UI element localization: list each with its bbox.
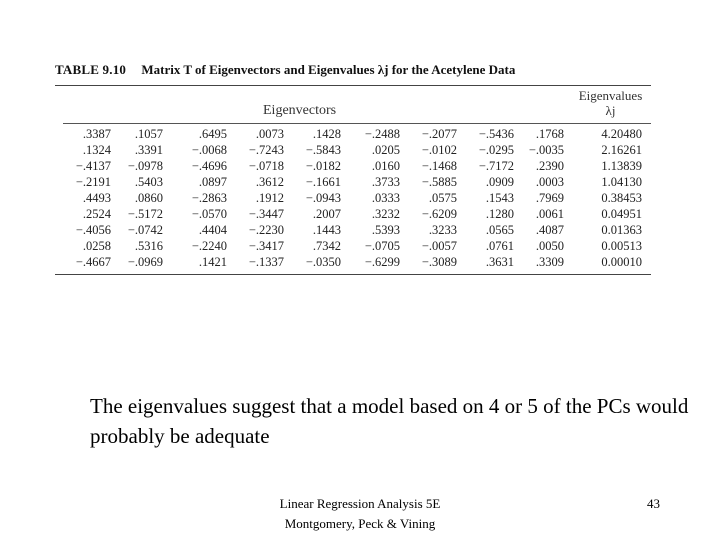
eigenvector-cell: .1324	[82, 143, 111, 157]
eigenvector-cell: −.6299	[364, 255, 400, 269]
eigenvector-cell: −.0350	[305, 255, 341, 269]
footer-authors: Montgomery, Peck & Vining	[284, 516, 436, 531]
eigenvector-cell: .4404	[198, 223, 227, 237]
eigenvector-cell: .1421	[198, 255, 227, 269]
table-row	[55, 254, 651, 270]
eigenvector-cell: −.0742	[127, 223, 163, 237]
table-row	[55, 222, 651, 238]
eigenvalue-cell: 0.01363	[601, 223, 642, 237]
eigenvector-cell: .3733	[371, 175, 400, 189]
eigenvector-cell: −.0570	[191, 207, 227, 221]
table-row	[55, 238, 651, 254]
eigenvector-cell: −.4056	[75, 223, 111, 237]
eigenvector-cell: −.0969	[127, 255, 163, 269]
eigenvector-cell: −.5843	[305, 143, 341, 157]
eigenvector-cell: −.2191	[75, 175, 111, 189]
eigenvector-cell: .0897	[198, 175, 227, 189]
eigenvector-cell: .4087	[535, 223, 564, 237]
eigenvector-cell: .1443	[312, 223, 341, 237]
eigenvector-cell: −.1468	[421, 159, 457, 173]
eigenvector-cell: .3631	[485, 255, 514, 269]
eigenvector-cell: .1768	[535, 127, 564, 141]
page-number: 43	[647, 496, 660, 511]
eigenvector-cell: −.4137	[75, 159, 111, 173]
eigenvector-cell: .3233	[428, 223, 457, 237]
eigenvalue-cell: 0.38453	[601, 191, 642, 205]
eigenvector-cell: .3387	[82, 127, 111, 141]
eigenvector-cell: −.1337	[248, 255, 284, 269]
eigenvalue-cell: 1.04130	[601, 175, 642, 189]
eigenvector-cell: −.0705	[364, 239, 400, 253]
header-eigenvalues: Eigenvalues	[578, 88, 643, 103]
table-bottom-rule	[55, 274, 651, 275]
eigenvector-cell: .3391	[134, 143, 163, 157]
eigenvector-cell: −.5885	[421, 175, 457, 189]
eigenvector-cell: .0575	[428, 191, 457, 205]
eigenvector-cell: −.0943	[305, 191, 341, 205]
eigen-table-body	[55, 126, 651, 270]
eigenvector-cell: −.4667	[75, 255, 111, 269]
conclusion-text: The eigenvalues suggest that a model based on 4 or 5 of the PCs would probably be adequate	[90, 394, 689, 448]
eigenvector-cell: −.0035	[528, 143, 564, 157]
footer-title: Linear Regression Analysis 5E	[279, 496, 441, 511]
eigenvalue-cell: 0.00010	[601, 255, 642, 269]
table-row	[55, 174, 651, 190]
eigenvector-cell: −.2230	[248, 223, 284, 237]
eigenvector-cell: .5393	[371, 223, 400, 237]
eigenvector-cell: −.2077	[421, 127, 457, 141]
eigenvector-cell: .0909	[485, 175, 514, 189]
eigenvector-cell: −.2488	[364, 127, 400, 141]
eigenvalue-cell: 0.00513	[601, 239, 642, 253]
eigen-table	[55, 126, 651, 270]
eigenvector-cell: .0761	[485, 239, 514, 253]
eigen-table-block	[55, 62, 651, 275]
eigenvector-cell: .3309	[535, 255, 564, 269]
eigenvector-cell: .2007	[312, 207, 341, 221]
eigenvector-cell: .3232	[371, 207, 400, 221]
eigenvector-cell: −.0057	[421, 239, 457, 253]
eigenvector-cell: −.5172	[127, 207, 163, 221]
eigenvector-cell: .3612	[255, 175, 284, 189]
eigenvector-cell: .1428	[312, 127, 341, 141]
table-number: TABLE 9.10	[55, 62, 127, 77]
eigenvector-cell: −.0978	[127, 159, 163, 173]
eigenvector-cell: −.1661	[305, 175, 341, 189]
eigenvalue-cell: 0.04951	[601, 207, 642, 221]
header-eigenvectors: Eigenvectors	[263, 103, 337, 118]
eigenvector-cell: .0073	[255, 127, 284, 141]
eigenvector-cell: .5316	[134, 239, 163, 253]
eigenvector-cell: .0160	[371, 159, 400, 173]
eigenvector-cell: −.7243	[248, 143, 284, 157]
eigenvector-cell: −.0068	[191, 143, 227, 157]
eigenvector-cell: −.0102	[421, 143, 457, 157]
table-row	[55, 158, 651, 174]
eigenvector-cell: −.7172	[478, 159, 514, 173]
eigenvector-cell: −.0295	[478, 143, 514, 157]
eigenvector-cell: .4493	[82, 191, 111, 205]
eigenvector-cell: −.2240	[191, 239, 227, 253]
eigenvector-cell: −.6209	[421, 207, 457, 221]
footer-citation	[240, 494, 480, 534]
eigenvector-cell: .0003	[535, 175, 564, 189]
eigenvector-cell: .0860	[134, 191, 163, 205]
eigenvector-cell: −.0718	[248, 159, 284, 173]
eigenvalue-cell: 2.16261	[601, 143, 642, 157]
header-eigenvalues-cell	[568, 88, 653, 118]
eigenvector-cell: .2524	[82, 207, 111, 221]
eigenvector-cell: .7342	[312, 239, 341, 253]
eigenvector-cell: .0061	[535, 207, 564, 221]
eigenvector-cell: −.3447	[248, 207, 284, 221]
eigenvector-cell: −.5436	[478, 127, 514, 141]
header-lambda: λj	[605, 103, 616, 118]
header-rule	[63, 123, 651, 124]
eigenvector-cell: .0205	[371, 143, 400, 157]
eigenvector-cell: .1280	[485, 207, 514, 221]
table-header	[55, 86, 651, 126]
eigenvector-cell: .5403	[134, 175, 163, 189]
table-title	[55, 62, 651, 78]
table-row	[55, 126, 651, 142]
table-row	[55, 206, 651, 222]
eigenvector-cell: .7969	[535, 191, 564, 205]
eigenvector-cell: .1057	[134, 127, 163, 141]
eigenvector-cell: −.3089	[421, 255, 457, 269]
eigenvector-cell: .0258	[82, 239, 111, 253]
table-row	[55, 190, 651, 206]
eigenvector-cell: −.0182	[305, 159, 341, 173]
eigenvector-cell: .0565	[485, 223, 514, 237]
eigenvector-cell: −.4696	[191, 159, 227, 173]
table-row	[55, 142, 651, 158]
eigenvector-cell: .0050	[535, 239, 564, 253]
eigenvector-cell: −.3417	[248, 239, 284, 253]
eigenvalue-cell: 1.13839	[601, 159, 642, 173]
eigenvector-cell: −.2863	[191, 191, 227, 205]
eigenvalue-cell: 4.20480	[601, 127, 642, 141]
eigenvector-cell: .1543	[485, 191, 514, 205]
eigenvector-cell: .2390	[535, 159, 564, 173]
eigenvector-cell: .6495	[198, 127, 227, 141]
table-caption: Matrix T of Eigenvectors and Eigenvalues λj for the Acetylene Data	[141, 62, 516, 77]
eigenvector-cell: .1912	[255, 191, 284, 205]
eigenvector-cell: .0333	[371, 191, 400, 205]
